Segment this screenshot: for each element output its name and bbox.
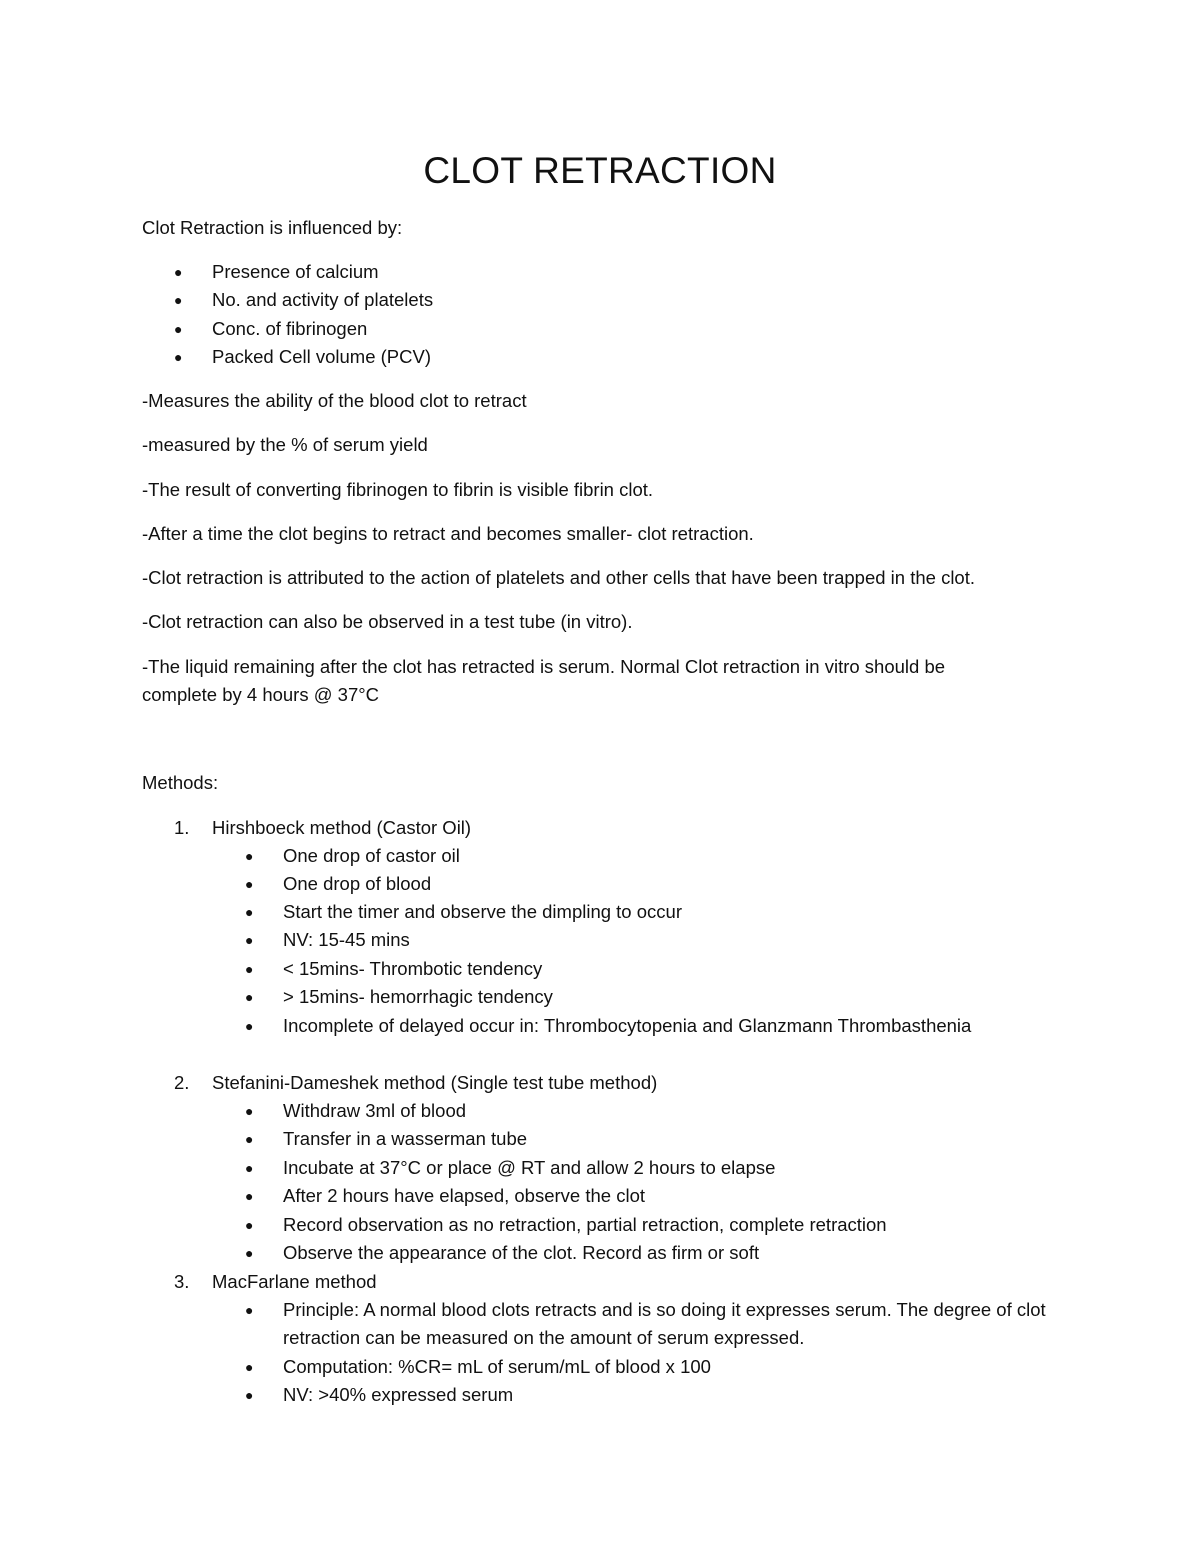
bullet-icon: ● xyxy=(245,1359,254,1375)
bullet-icon: ● xyxy=(245,1302,254,1318)
list-item: Transfer in a wasserman tube xyxy=(283,1128,528,1149)
list-item: Computation: %CR= mL of serum/mL of blood x 100 xyxy=(283,1356,711,1377)
list-item: < 15mins- Thrombotic tendency xyxy=(283,958,543,979)
bullet-icon: ● xyxy=(245,1245,254,1261)
intro-text: Clot Retraction is influenced by: xyxy=(142,217,403,238)
list-item: Incomplete of delayed occur in: Thrombocytopenia and Glanzmann Thrombasthenia xyxy=(283,1015,972,1036)
bullet-icon: ● xyxy=(174,321,183,337)
list-item: One drop of castor oil xyxy=(283,845,460,866)
method-name: Hirshboeck method (Castor Oil) xyxy=(212,817,472,838)
methods-heading: Methods: xyxy=(142,772,219,793)
list-item: One drop of blood xyxy=(283,873,432,894)
note-paragraph: -The result of converting fibrinogen to fibrin is visible fibrin clot. xyxy=(142,479,654,500)
list-item: Packed Cell volume (PCV) xyxy=(212,346,431,367)
page-title: CLOT RETRACTION xyxy=(423,150,777,191)
bullet-icon: ● xyxy=(174,264,183,280)
bullet-icon: ● xyxy=(245,848,254,864)
note-paragraph: -Clot retraction is attributed to the action of platelets and other cells that have been trapped in the clot. xyxy=(142,567,975,588)
bullet-icon: ● xyxy=(245,1103,254,1119)
bullet-icon: ● xyxy=(174,292,183,308)
list-item: After 2 hours have elapsed, observe the clot xyxy=(283,1185,645,1206)
bullet-icon: ● xyxy=(245,1018,254,1034)
note-paragraph: -The liquid remaining after the clot has retracted is serum. Normal Clot retraction in vitro should be complete by 4 hours @ 37°C xyxy=(142,656,946,705)
list-item: Principle: A normal blood clots retracts and is so doing it expresses serum. The degree of clot retraction can be measured on the amount of serum expressed. xyxy=(283,1299,1046,1348)
list-item: Presence of calcium xyxy=(212,261,379,282)
list-item: Withdraw 3ml of blood xyxy=(283,1100,467,1121)
list-item: Conc. of fibrinogen xyxy=(212,318,368,339)
method-number: 1. xyxy=(174,817,190,838)
bullet-icon: ● xyxy=(245,989,254,1005)
list-item: No. and activity of platelets xyxy=(212,289,434,310)
method-name: MacFarlane method xyxy=(212,1271,377,1292)
bullet-icon: ● xyxy=(245,1387,254,1403)
list-item: NV: 15-45 mins xyxy=(283,929,410,950)
note-paragraph: -After a time the clot begins to retract and becomes smaller- clot retraction. xyxy=(142,523,754,544)
bullet-icon: ● xyxy=(245,876,254,892)
bullet-icon: ● xyxy=(245,961,254,977)
bullet-icon: ● xyxy=(174,349,183,365)
bullet-icon: ● xyxy=(245,1160,254,1176)
note-paragraph: -Clot retraction can also be observed in a test tube (in vitro). xyxy=(142,611,633,632)
list-item: > 15mins- hemorrhagic tendency xyxy=(283,986,553,1007)
list-item: Start the timer and observe the dimpling to occur xyxy=(283,901,682,922)
method-name: Stefanini-Dameshek method (Single test tube method) xyxy=(212,1072,658,1093)
method-number: 2. xyxy=(174,1072,190,1093)
bullet-icon: ● xyxy=(245,1217,254,1233)
note-paragraph: -Measures the ability of the blood clot to retract xyxy=(142,390,527,411)
bullet-icon: ● xyxy=(245,904,254,920)
note-paragraph: -measured by the % of serum yield xyxy=(142,434,428,455)
bullet-icon: ● xyxy=(245,1188,254,1204)
bullet-icon: ● xyxy=(245,1131,254,1147)
list-item: Record observation as no retraction, partial retraction, complete retraction xyxy=(283,1214,887,1235)
bullet-icon: ● xyxy=(245,932,254,948)
method-number: 3. xyxy=(174,1271,190,1292)
list-item: Incubate at 37°C or place @ RT and allow 2 hours to elapse xyxy=(283,1157,776,1178)
list-item: NV: >40% expressed serum xyxy=(283,1384,514,1405)
list-item: Observe the appearance of the clot. Record as firm or soft xyxy=(283,1242,760,1263)
